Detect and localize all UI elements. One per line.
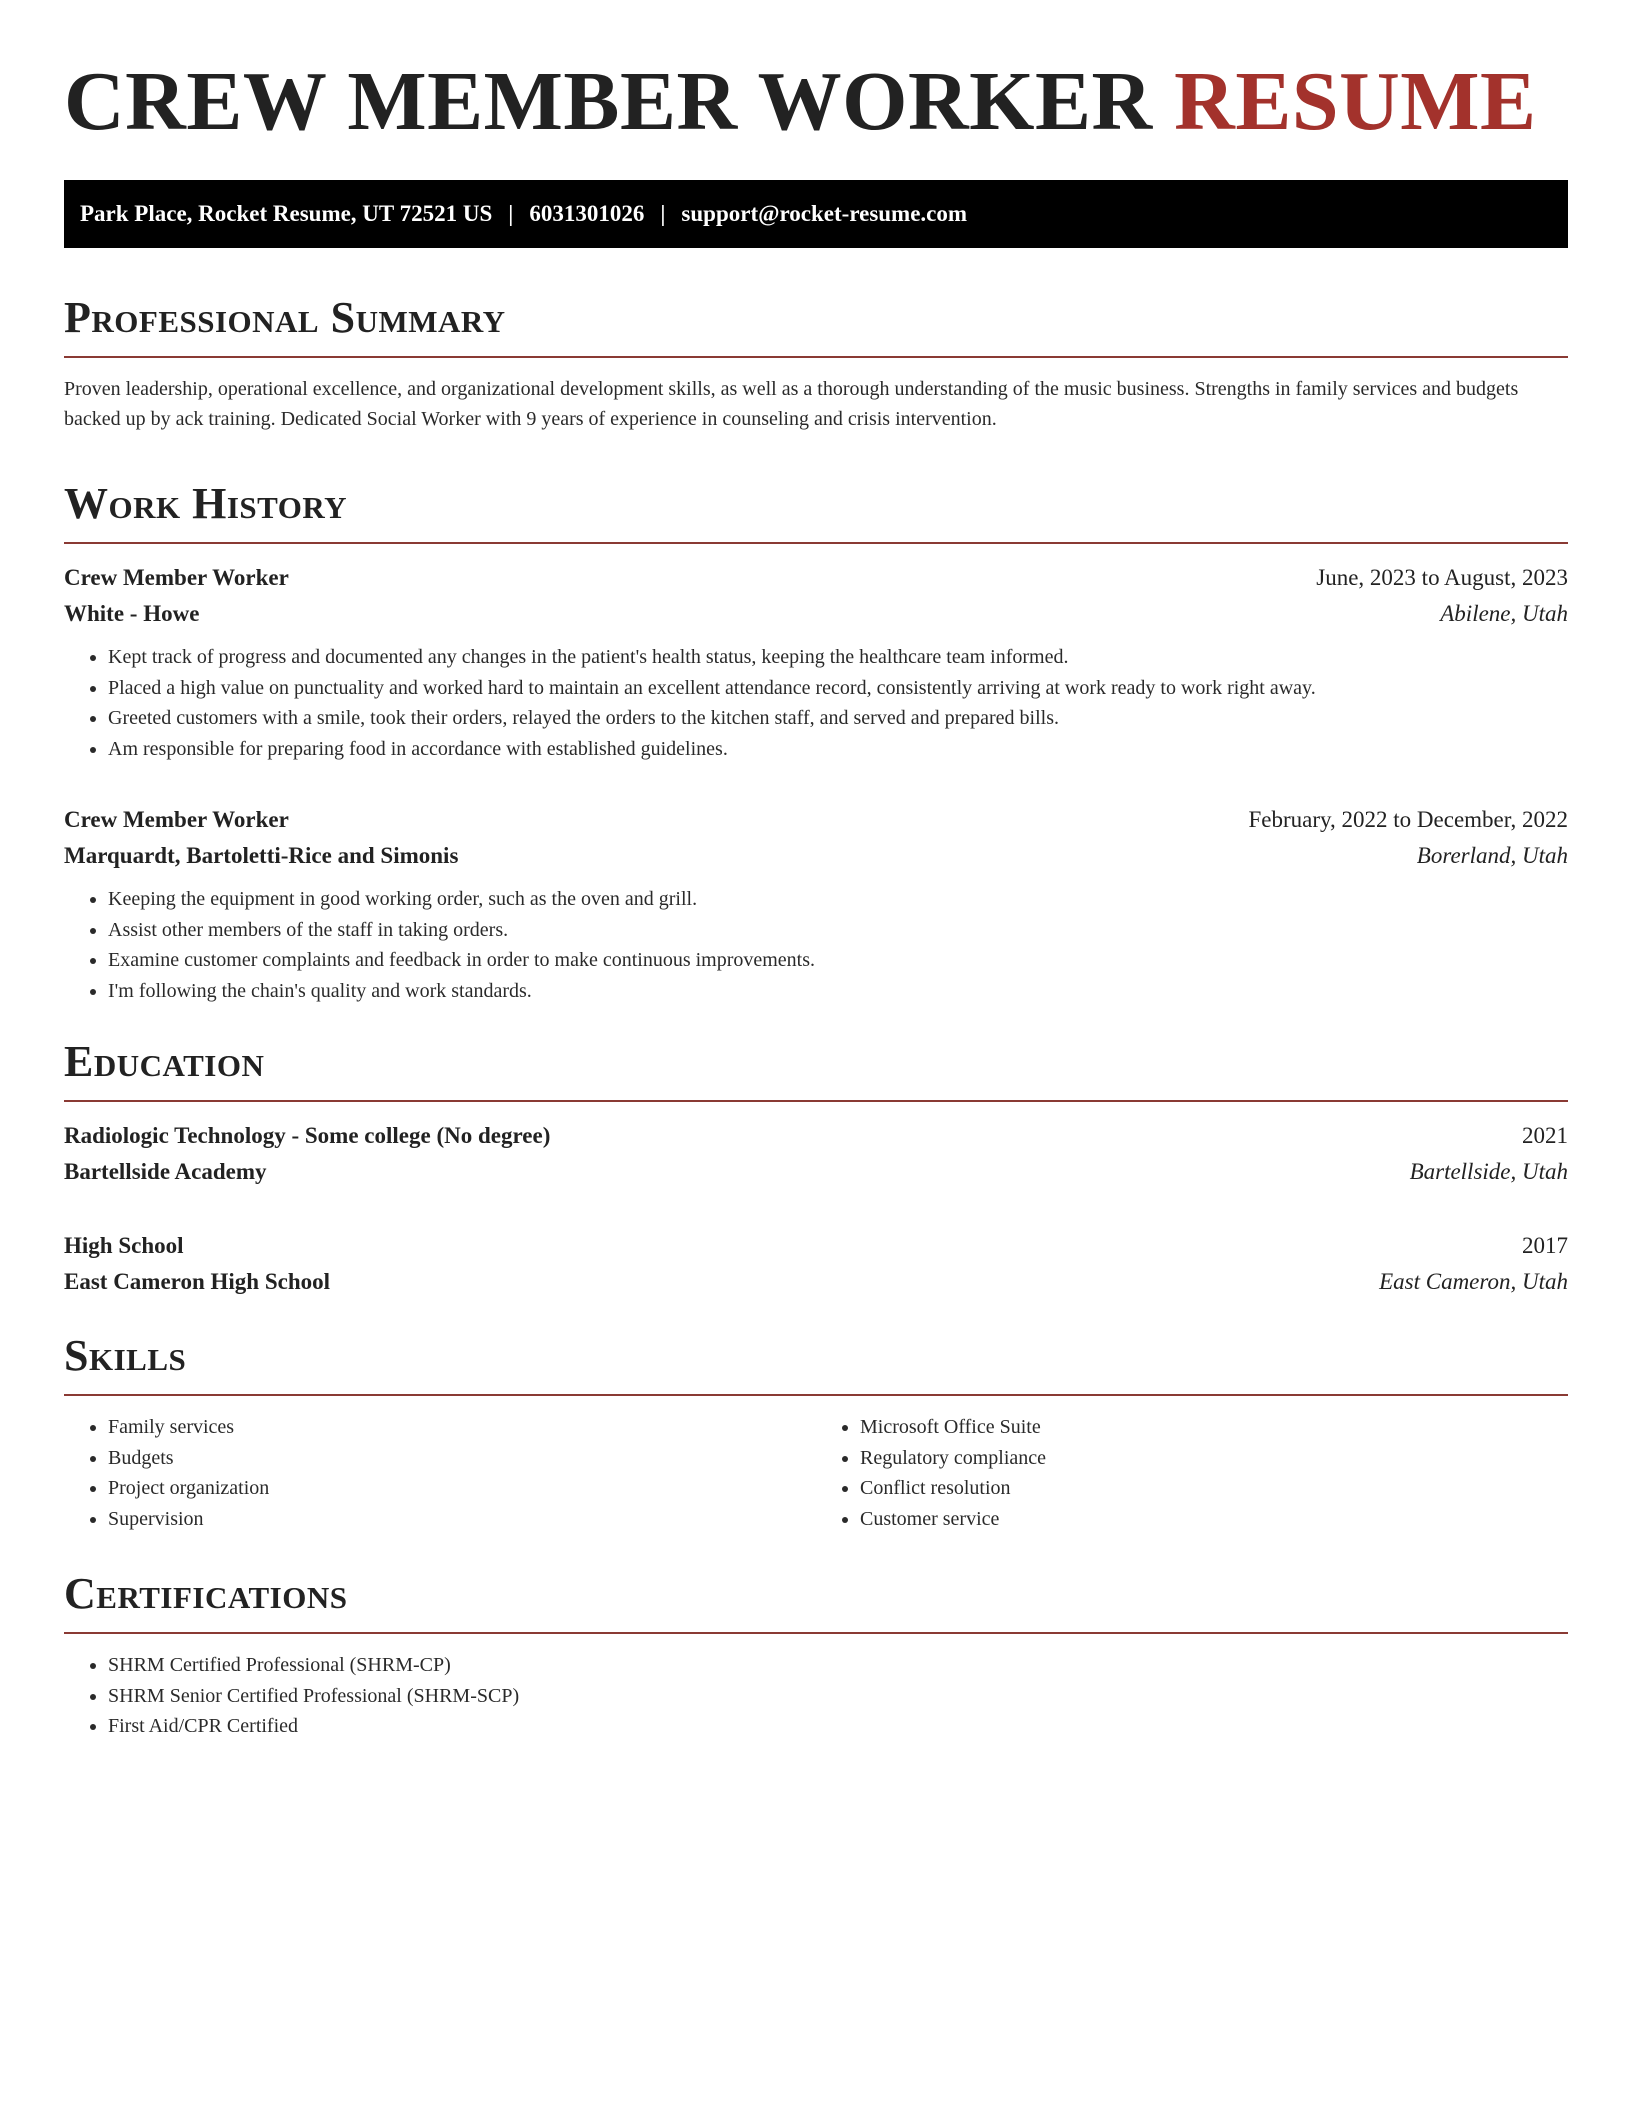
list-item: • Family services bbox=[108, 1412, 816, 1443]
certifications-section bbox=[64, 1568, 1568, 1742]
job-title: Crew Member Worker bbox=[64, 807, 289, 832]
job-entry bbox=[64, 802, 1568, 1006]
education-school: Bartellside Academy bbox=[64, 1159, 267, 1184]
list-item: • Greeted customers with a smile, took their orders, relayed the orders to the kitchen staff, and served and prepared bills. bbox=[108, 703, 1568, 734]
education-header-row bbox=[64, 1118, 1568, 1154]
education-degree: Radiologic Technology - Some college (No degree) bbox=[64, 1123, 551, 1148]
list-item: • Examine customer complaints and feedback in order to make continuous improvements. bbox=[108, 945, 1568, 976]
list-item: • Placed a high value on punctuality and worked hard to maintain an excellent attendance record, consistently arriving at work ready to work right away. bbox=[108, 673, 1568, 704]
education-entry bbox=[64, 1118, 1568, 1190]
education-degree: High School bbox=[64, 1233, 184, 1258]
education-school-row bbox=[64, 1264, 1568, 1300]
summary-heading: Professional Summary bbox=[64, 293, 506, 342]
education-year: 2017 bbox=[1522, 1233, 1568, 1258]
job-location: Borerland, Utah bbox=[1416, 843, 1568, 868]
list-item: • Budgets bbox=[108, 1443, 816, 1474]
education-year: 2021 bbox=[1522, 1123, 1568, 1148]
skills-column-1 bbox=[64, 1412, 816, 1534]
list-item: • Kept track of progress and documented any changes in the patient's health status, keeping the healthcare team informed. bbox=[108, 642, 1568, 673]
list-item: • Customer service bbox=[860, 1504, 1568, 1535]
list-item: • Project organization bbox=[108, 1473, 816, 1504]
job-company: White - Howe bbox=[64, 601, 200, 626]
list-item: • SHRM Certified Professional (SHRM-CP) bbox=[108, 1650, 1568, 1681]
section-divider bbox=[64, 1100, 1568, 1102]
contact-phone: 6031301026 bbox=[529, 201, 645, 226]
certifications-heading: Certifications bbox=[64, 1569, 348, 1618]
list-item: • Supervision bbox=[108, 1504, 816, 1535]
contact-separator: | bbox=[660, 201, 666, 226]
job-dates: February, 2022 to December, 2022 bbox=[1248, 807, 1568, 832]
list-item: • Conflict resolution bbox=[860, 1473, 1568, 1504]
job-header-row bbox=[64, 560, 1568, 596]
education-heading: Education bbox=[64, 1037, 265, 1086]
job-company-row bbox=[64, 596, 1568, 632]
job-duties-list bbox=[64, 642, 1568, 764]
education-location: East Cameron, Utah bbox=[1379, 1269, 1568, 1294]
education-location: Bartellside, Utah bbox=[1409, 1159, 1568, 1184]
skills-section bbox=[64, 1330, 1568, 1534]
skills-heading: Skills bbox=[64, 1331, 187, 1380]
education-school: East Cameron High School bbox=[64, 1269, 331, 1294]
resume-title bbox=[64, 52, 1568, 152]
summary-text: Proven leadership, operational excellence, and organizational development skills, as well as a thorough understanding of the music business. Strengths in family services and budgets backed up by ack training. Dedicated Social Worker with 9 years of experience in counseling and crisis intervention. bbox=[64, 378, 1519, 430]
job-location: Abilene, Utah bbox=[1440, 601, 1568, 626]
section-divider bbox=[64, 1394, 1568, 1396]
list-item: • First Aid/CPR Certified bbox=[108, 1711, 1568, 1742]
list-item: • SHRM Senior Certified Professional (SHRM-SCP) bbox=[108, 1681, 1568, 1712]
list-item: • Assist other members of the staff in taking orders. bbox=[108, 915, 1568, 946]
education-header-row bbox=[64, 1228, 1568, 1264]
list-item: • Keeping the equipment in good working order, such as the oven and grill. bbox=[108, 884, 1568, 915]
contact-separator: | bbox=[508, 201, 514, 226]
job-company-row bbox=[64, 838, 1568, 874]
certifications-list bbox=[64, 1650, 1568, 1742]
contact-email: support@rocket-resume.com bbox=[681, 201, 968, 226]
resume-title-main: CREW MEMBER WORKER bbox=[64, 55, 1153, 148]
education-entry bbox=[64, 1228, 1568, 1300]
list-item: • I'm following the chain's quality and work standards. bbox=[108, 976, 1568, 1007]
job-title: Crew Member Worker bbox=[64, 565, 289, 590]
work-history-section bbox=[64, 478, 1568, 1006]
section-divider bbox=[64, 356, 1568, 358]
list-item: • Microsoft Office Suite bbox=[860, 1412, 1568, 1443]
list-item: • Am responsible for preparing food in accordance with established guidelines. bbox=[108, 734, 1568, 765]
job-entry bbox=[64, 560, 1568, 764]
work-history-heading: Work History bbox=[64, 479, 348, 528]
job-company: Marquardt, Bartoletti-Rice and Simonis bbox=[64, 843, 459, 868]
job-duties-list bbox=[64, 884, 1568, 1006]
summary-section bbox=[64, 292, 1568, 434]
resume-title-accent: RESUME bbox=[1174, 55, 1537, 148]
skills-grid bbox=[64, 1412, 1568, 1534]
education-school-row bbox=[64, 1154, 1568, 1190]
skills-column-2 bbox=[816, 1412, 1568, 1534]
job-dates: June, 2023 to August, 2023 bbox=[1316, 565, 1568, 590]
list-item: • Regulatory compliance bbox=[860, 1443, 1568, 1474]
job-header-row bbox=[64, 802, 1568, 838]
contact-bar bbox=[64, 180, 1568, 248]
education-section bbox=[64, 1036, 1568, 1300]
section-divider bbox=[64, 1632, 1568, 1634]
section-divider bbox=[64, 542, 1568, 544]
contact-address: Park Place, Rocket Resume, UT 72521 US bbox=[80, 201, 493, 226]
